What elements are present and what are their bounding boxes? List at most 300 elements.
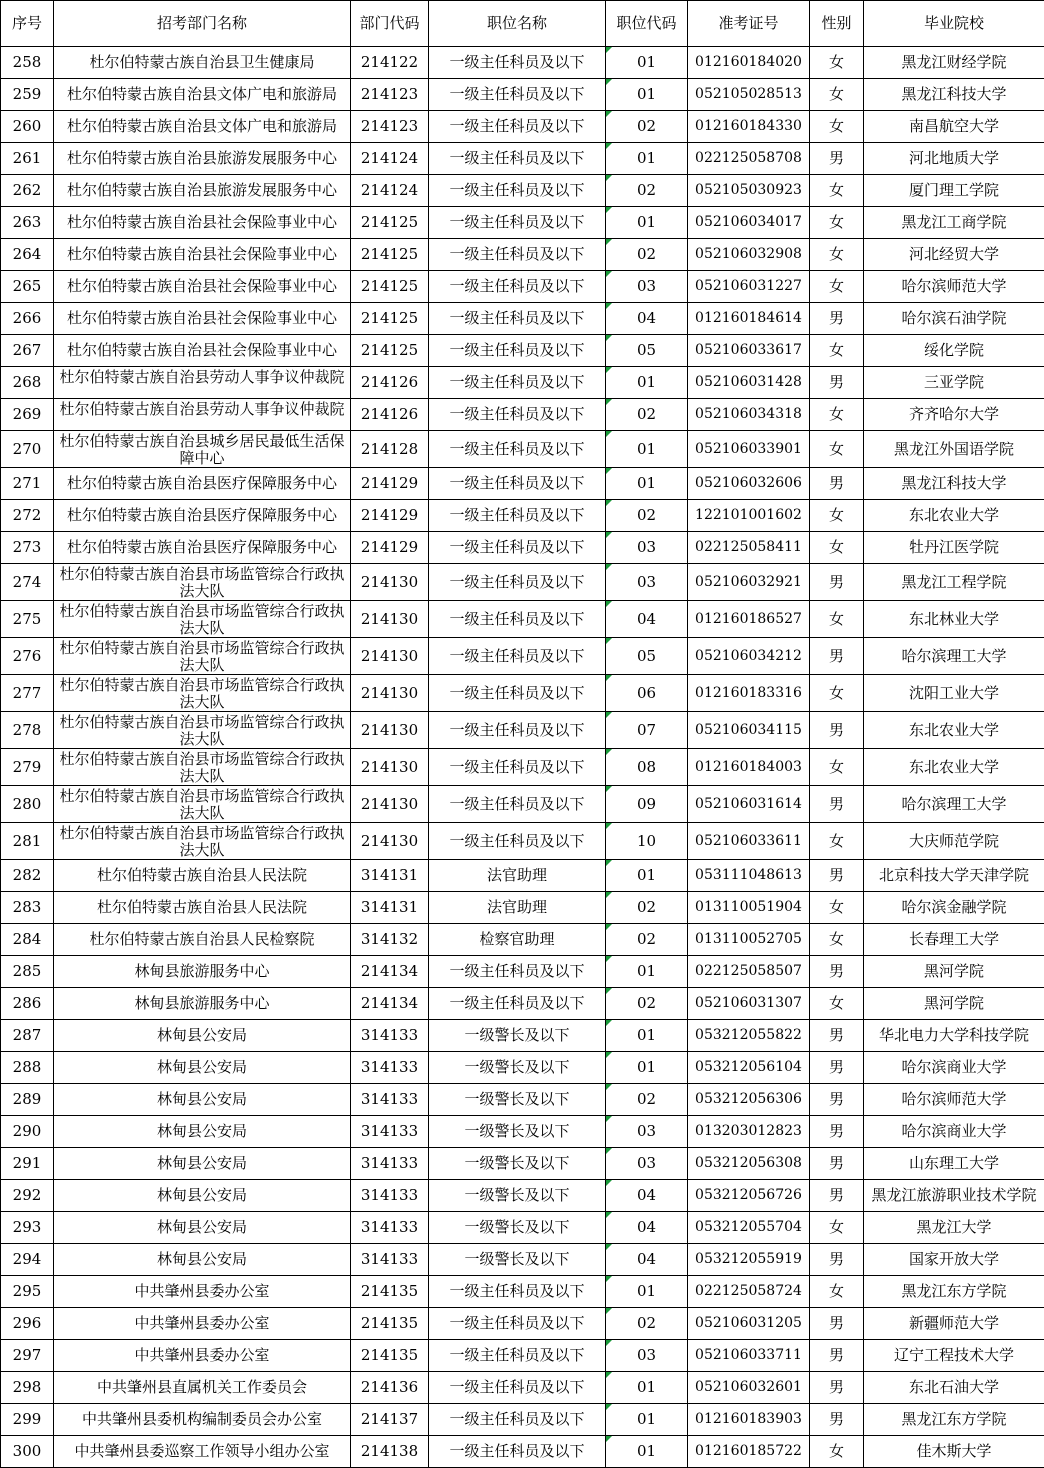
cell-dept-name: 林甸县公安局 (54, 1052, 351, 1084)
cell-exam-number: 013110051904 (688, 892, 810, 924)
cell-school: 黑龙江工程学院 (864, 564, 1044, 601)
cell-position-name: 一级警长及以下 (429, 1084, 606, 1116)
cell-school: 黑河学院 (864, 988, 1044, 1020)
cell-seq: 259 (1, 79, 54, 111)
cell-position-name: 一级主任科员及以下 (429, 532, 606, 564)
cell-position-code: 04 (606, 1244, 688, 1276)
cell-school: 黑河学院 (864, 956, 1044, 988)
cell-dept-code: 214125 (351, 303, 429, 335)
cell-exam-number: 022125058724 (688, 1276, 810, 1308)
cell-position-name: 一级主任科员及以下 (429, 335, 606, 367)
cell-school: 东北农业大学 (864, 749, 1044, 786)
cell-school: 黑龙江财经学院 (864, 47, 1044, 79)
cell-dept-name: 中共肇州县直属机关工作委员会 (54, 1372, 351, 1404)
cell-gender: 男 (810, 712, 864, 749)
cell-school: 新疆师范大学 (864, 1308, 1044, 1340)
cell-dept-code: 214124 (351, 143, 429, 175)
cell-school: 哈尔滨师范大学 (864, 1084, 1044, 1116)
cell-exam-number: 052105030923 (688, 175, 810, 207)
header-gender: 性别 (810, 1, 864, 47)
cell-position-code: 02 (606, 924, 688, 956)
cell-position-code: 03 (606, 532, 688, 564)
cell-position-name: 一级主任科员及以下 (429, 207, 606, 239)
header-dept-name: 招考部门名称 (54, 1, 351, 47)
cell-position-code: 04 (606, 601, 688, 638)
cell-school: 牡丹江医学院 (864, 532, 1044, 564)
cell-dept-code: 314133 (351, 1020, 429, 1052)
cell-seq: 276 (1, 638, 54, 675)
table-row (1, 239, 1044, 271)
cell-exam-number: 052106034115 (688, 712, 810, 749)
cell-gender: 男 (810, 860, 864, 892)
cell-position-code: 02 (606, 892, 688, 924)
cell-seq: 292 (1, 1180, 54, 1212)
cell-exam-number: 053212056104 (688, 1052, 810, 1084)
table-row (1, 1276, 1044, 1308)
cell-position-code: 02 (606, 239, 688, 271)
cell-school: 东北农业大学 (864, 500, 1044, 532)
cell-gender: 男 (810, 143, 864, 175)
cell-dept-name: 杜尔伯特蒙古族自治县旅游发展服务中心 (54, 143, 351, 175)
cell-position-code: 07 (606, 712, 688, 749)
cell-position-code: 02 (606, 399, 688, 431)
table-row (1, 111, 1044, 143)
cell-seq: 273 (1, 532, 54, 564)
table-row (1, 335, 1044, 367)
table-row (1, 1148, 1044, 1180)
cell-position-code: 02 (606, 1308, 688, 1340)
cell-seq: 277 (1, 675, 54, 712)
cell-exam-number: 022125058411 (688, 532, 810, 564)
cell-dept-code: 214137 (351, 1404, 429, 1436)
cell-position-name: 一级主任科员及以下 (429, 1372, 606, 1404)
cell-position-name: 一级主任科员及以下 (429, 712, 606, 749)
cell-position-code: 01 (606, 47, 688, 79)
cell-dept-code: 214123 (351, 79, 429, 111)
table-row (1, 1052, 1044, 1084)
cell-dept-code: 214126 (351, 367, 429, 399)
table-row (1, 823, 1044, 860)
cell-dept-name: 杜尔伯特蒙古族自治县劳动人事争议仲裁院 (54, 367, 351, 399)
cell-seq: 282 (1, 860, 54, 892)
cell-dept-code: 314131 (351, 892, 429, 924)
cell-dept-code: 314133 (351, 1116, 429, 1148)
cell-dept-name: 中共肇州县委办公室 (54, 1308, 351, 1340)
cell-dept-name: 杜尔伯特蒙古族自治县文体广电和旅游局 (54, 79, 351, 111)
cell-school: 哈尔滨理工大学 (864, 786, 1044, 823)
table-row (1, 1084, 1044, 1116)
cell-gender: 女 (810, 892, 864, 924)
cell-seq: 269 (1, 399, 54, 431)
cell-school: 佳木斯大学 (864, 1436, 1044, 1468)
cell-exam-number: 052106034017 (688, 207, 810, 239)
cell-seq: 286 (1, 988, 54, 1020)
cell-gender: 女 (810, 675, 864, 712)
cell-school: 东北林业大学 (864, 601, 1044, 638)
cell-dept-name: 林甸县公安局 (54, 1116, 351, 1148)
cell-position-name: 一级主任科员及以下 (429, 1340, 606, 1372)
cell-exam-number: 012160184614 (688, 303, 810, 335)
cell-gender: 男 (810, 1148, 864, 1180)
cell-position-name: 一级主任科员及以下 (429, 500, 606, 532)
cell-gender: 女 (810, 111, 864, 143)
cell-exam-number: 053111048613 (688, 860, 810, 892)
cell-dept-name: 杜尔伯特蒙古族自治县市场监管综合行政执法大队 (54, 564, 351, 601)
cell-position-name: 一级主任科员及以下 (429, 988, 606, 1020)
cell-gender: 男 (810, 1372, 864, 1404)
header-seq: 序号 (1, 1, 54, 47)
cell-seq: 265 (1, 271, 54, 303)
cell-dept-code: 214135 (351, 1276, 429, 1308)
cell-dept-code: 214135 (351, 1340, 429, 1372)
cell-dept-name: 杜尔伯特蒙古族自治县城乡居民最低生活保障中心 (54, 431, 351, 468)
cell-position-name: 一级主任科员及以下 (429, 271, 606, 303)
cell-dept-code: 314133 (351, 1180, 429, 1212)
table-row (1, 564, 1044, 601)
table-row (1, 1340, 1044, 1372)
cell-exam-number: 012160184330 (688, 111, 810, 143)
cell-position-name: 一级主任科员及以下 (429, 1404, 606, 1436)
cell-school: 山东理工大学 (864, 1148, 1044, 1180)
cell-dept-name: 林甸县公安局 (54, 1212, 351, 1244)
cell-dept-name: 杜尔伯特蒙古族自治县旅游发展服务中心 (54, 175, 351, 207)
header-school: 毕业院校 (864, 1, 1044, 47)
cell-gender: 男 (810, 1020, 864, 1052)
table-row (1, 956, 1044, 988)
cell-dept-code: 214135 (351, 1308, 429, 1340)
cell-position-name: 一级主任科员及以下 (429, 564, 606, 601)
cell-school: 东北农业大学 (864, 712, 1044, 749)
cell-exam-number: 052106032908 (688, 239, 810, 271)
cell-gender: 男 (810, 1116, 864, 1148)
cell-position-code: 01 (606, 1020, 688, 1052)
cell-school: 国家开放大学 (864, 1244, 1044, 1276)
cell-seq: 285 (1, 956, 54, 988)
cell-position-name: 一级警长及以下 (429, 1244, 606, 1276)
cell-dept-code: 214130 (351, 823, 429, 860)
cell-dept-name: 林甸县公安局 (54, 1148, 351, 1180)
cell-dept-name: 中共肇州县委办公室 (54, 1276, 351, 1308)
cell-position-name: 一级主任科员及以下 (429, 47, 606, 79)
table-row (1, 1180, 1044, 1212)
cell-dept-code: 214134 (351, 988, 429, 1020)
cell-dept-name: 杜尔伯特蒙古族自治县卫生健康局 (54, 47, 351, 79)
cell-exam-number: 052105028513 (688, 79, 810, 111)
header-position-code: 职位代码 (606, 1, 688, 47)
cell-position-code: 05 (606, 638, 688, 675)
cell-exam-number: 052106033611 (688, 823, 810, 860)
cell-seq: 295 (1, 1276, 54, 1308)
cell-gender: 男 (810, 1340, 864, 1372)
table-row (1, 79, 1044, 111)
table-row (1, 500, 1044, 532)
cell-gender: 女 (810, 988, 864, 1020)
cell-gender: 男 (810, 367, 864, 399)
cell-seq: 271 (1, 468, 54, 500)
cell-dept-name: 杜尔伯特蒙古族自治县社会保险事业中心 (54, 239, 351, 271)
cell-school: 黑龙江科技大学 (864, 468, 1044, 500)
cell-position-code: 02 (606, 500, 688, 532)
cell-position-name: 一级主任科员及以下 (429, 175, 606, 207)
cell-position-code: 05 (606, 335, 688, 367)
cell-position-code: 04 (606, 1180, 688, 1212)
cell-school: 大庆师范学院 (864, 823, 1044, 860)
cell-seq: 261 (1, 143, 54, 175)
cell-gender: 女 (810, 532, 864, 564)
cell-dept-code: 214136 (351, 1372, 429, 1404)
cell-position-code: 09 (606, 786, 688, 823)
cell-seq: 270 (1, 431, 54, 468)
table-row (1, 399, 1044, 431)
cell-position-name: 一级主任科员及以下 (429, 111, 606, 143)
cell-exam-number: 052106033901 (688, 431, 810, 468)
cell-dept-code: 214125 (351, 335, 429, 367)
cell-position-name: 法官助理 (429, 892, 606, 924)
table-row (1, 207, 1044, 239)
cell-exam-number: 052106031428 (688, 367, 810, 399)
cell-exam-number: 012160183903 (688, 1404, 810, 1436)
cell-position-name: 一级主任科员及以下 (429, 786, 606, 823)
table-row (1, 1020, 1044, 1052)
cell-dept-name: 杜尔伯特蒙古族自治县市场监管综合行政执法大队 (54, 823, 351, 860)
table-row (1, 303, 1044, 335)
cell-dept-code: 214130 (351, 712, 429, 749)
cell-gender: 男 (810, 564, 864, 601)
cell-dept-name: 杜尔伯特蒙古族自治县人民法院 (54, 892, 351, 924)
cell-dept-code: 214129 (351, 532, 429, 564)
cell-dept-code: 214134 (351, 956, 429, 988)
cell-dept-name: 杜尔伯特蒙古族自治县医疗保障服务中心 (54, 468, 351, 500)
cell-position-name: 一级主任科员及以下 (429, 601, 606, 638)
cell-school: 北京科技大学天津学院 (864, 860, 1044, 892)
table-row (1, 1308, 1044, 1340)
cell-exam-number: 052106032921 (688, 564, 810, 601)
cell-dept-name: 杜尔伯特蒙古族自治县市场监管综合行政执法大队 (54, 786, 351, 823)
cell-position-name: 一级主任科员及以下 (429, 79, 606, 111)
cell-gender: 男 (810, 468, 864, 500)
cell-position-code: 03 (606, 1148, 688, 1180)
cell-gender: 女 (810, 749, 864, 786)
cell-dept-code: 314133 (351, 1244, 429, 1276)
cell-school: 华北电力大学科技学院 (864, 1020, 1044, 1052)
cell-exam-number: 013203012823 (688, 1116, 810, 1148)
cell-dept-name: 杜尔伯特蒙古族自治县人民法院 (54, 860, 351, 892)
cell-dept-code: 314132 (351, 924, 429, 956)
cell-exam-number: 052106033617 (688, 335, 810, 367)
cell-position-code: 02 (606, 175, 688, 207)
cell-dept-code: 314133 (351, 1052, 429, 1084)
cell-dept-code: 314131 (351, 860, 429, 892)
cell-dept-code: 214130 (351, 786, 429, 823)
cell-dept-name: 林甸县旅游服务中心 (54, 988, 351, 1020)
cell-school: 黑龙江大学 (864, 1212, 1044, 1244)
cell-school: 三亚学院 (864, 367, 1044, 399)
cell-school: 黑龙江外国语学院 (864, 431, 1044, 468)
header-exam-number: 准考证号 (688, 1, 810, 47)
cell-gender: 女 (810, 1436, 864, 1468)
cell-position-code: 03 (606, 271, 688, 303)
cell-gender: 男 (810, 303, 864, 335)
cell-gender: 女 (810, 500, 864, 532)
cell-position-code: 01 (606, 431, 688, 468)
cell-gender: 男 (810, 1180, 864, 1212)
cell-exam-number: 053212056726 (688, 1180, 810, 1212)
cell-dept-name: 中共肇州县委办公室 (54, 1340, 351, 1372)
cell-exam-number: 122101001602 (688, 500, 810, 532)
cell-dept-name: 杜尔伯特蒙古族自治县市场监管综合行政执法大队 (54, 638, 351, 675)
cell-position-code: 02 (606, 988, 688, 1020)
table-row (1, 860, 1044, 892)
table-row (1, 1404, 1044, 1436)
cell-seq: 275 (1, 601, 54, 638)
cell-position-name: 一级主任科员及以下 (429, 468, 606, 500)
cell-gender: 女 (810, 175, 864, 207)
cell-dept-name: 杜尔伯特蒙古族自治县劳动人事争议仲裁院 (54, 399, 351, 431)
table-row (1, 1116, 1044, 1148)
cell-school: 河北经贸大学 (864, 239, 1044, 271)
table-row (1, 1244, 1044, 1276)
cell-seq: 299 (1, 1404, 54, 1436)
cell-gender: 女 (810, 823, 864, 860)
cell-dept-name: 林甸县旅游服务中心 (54, 956, 351, 988)
cell-position-name: 一级主任科员及以下 (429, 1308, 606, 1340)
cell-dept-code: 314133 (351, 1212, 429, 1244)
cell-position-code: 01 (606, 1436, 688, 1468)
cell-exam-number: 053212056306 (688, 1084, 810, 1116)
cell-gender: 女 (810, 399, 864, 431)
cell-dept-name: 中共肇州县委巡察工作领导小组办公室 (54, 1436, 351, 1468)
cell-position-code: 04 (606, 1212, 688, 1244)
cell-exam-number: 012160184020 (688, 47, 810, 79)
cell-position-code: 02 (606, 111, 688, 143)
cell-position-name: 一级主任科员及以下 (429, 303, 606, 335)
cell-seq: 297 (1, 1340, 54, 1372)
cell-position-name: 法官助理 (429, 860, 606, 892)
cell-position-code: 01 (606, 207, 688, 239)
cell-position-code: 01 (606, 367, 688, 399)
cell-school: 南昌航空大学 (864, 111, 1044, 143)
cell-exam-number: 052106032601 (688, 1372, 810, 1404)
cell-position-code: 04 (606, 303, 688, 335)
cell-dept-code: 214125 (351, 271, 429, 303)
cell-school: 黑龙江科技大学 (864, 79, 1044, 111)
cell-position-code: 01 (606, 1052, 688, 1084)
cell-exam-number: 053212055822 (688, 1020, 810, 1052)
cell-position-name: 一级主任科员及以下 (429, 956, 606, 988)
cell-school: 沈阳工业大学 (864, 675, 1044, 712)
cell-school: 哈尔滨师范大学 (864, 271, 1044, 303)
cell-seq: 274 (1, 564, 54, 601)
cell-dept-code: 214123 (351, 111, 429, 143)
cell-dept-code: 314133 (351, 1084, 429, 1116)
cell-school: 黑龙江东方学院 (864, 1404, 1044, 1436)
table-row (1, 601, 1044, 638)
cell-dept-code: 314133 (351, 1148, 429, 1180)
cell-gender: 女 (810, 924, 864, 956)
table-row (1, 468, 1044, 500)
cell-dept-code: 214128 (351, 431, 429, 468)
table-row (1, 1436, 1044, 1468)
cell-position-name: 一级警长及以下 (429, 1212, 606, 1244)
cell-exam-number: 052106031307 (688, 988, 810, 1020)
table-row (1, 175, 1044, 207)
cell-dept-code: 214124 (351, 175, 429, 207)
cell-dept-name: 林甸县公安局 (54, 1084, 351, 1116)
cell-seq: 266 (1, 303, 54, 335)
cell-gender: 女 (810, 207, 864, 239)
cell-position-code: 10 (606, 823, 688, 860)
table-row (1, 749, 1044, 786)
table-row (1, 271, 1044, 303)
cell-seq: 264 (1, 239, 54, 271)
cell-school: 哈尔滨石油学院 (864, 303, 1044, 335)
cell-seq: 260 (1, 111, 54, 143)
cell-seq: 284 (1, 924, 54, 956)
cell-gender: 男 (810, 1244, 864, 1276)
cell-position-code: 01 (606, 956, 688, 988)
cell-dept-name: 杜尔伯特蒙古族自治县市场监管综合行政执法大队 (54, 712, 351, 749)
cell-position-code: 02 (606, 1084, 688, 1116)
table-row (1, 47, 1044, 79)
cell-position-code: 06 (606, 675, 688, 712)
cell-dept-name: 林甸县公安局 (54, 1020, 351, 1052)
cell-exam-number: 052106032606 (688, 468, 810, 500)
cell-dept-code: 214125 (351, 207, 429, 239)
cell-school: 黑龙江东方学院 (864, 1276, 1044, 1308)
header-row (1, 1, 1044, 47)
cell-seq: 267 (1, 335, 54, 367)
cell-position-name: 一级主任科员及以下 (429, 1276, 606, 1308)
cell-seq: 263 (1, 207, 54, 239)
cell-dept-name: 杜尔伯特蒙古族自治县医疗保障服务中心 (54, 500, 351, 532)
table-row (1, 786, 1044, 823)
cell-dept-name: 林甸县公安局 (54, 1180, 351, 1212)
cell-dept-name: 杜尔伯特蒙古族自治县文体广电和旅游局 (54, 111, 351, 143)
cell-dept-code: 214130 (351, 749, 429, 786)
table-row (1, 431, 1044, 468)
cell-exam-number: 052106034212 (688, 638, 810, 675)
cell-gender: 男 (810, 638, 864, 675)
cell-position-code: 08 (606, 749, 688, 786)
cell-seq: 293 (1, 1212, 54, 1244)
cell-position-code: 03 (606, 1116, 688, 1148)
cell-position-code: 03 (606, 1340, 688, 1372)
cell-position-name: 一级主任科员及以下 (429, 1436, 606, 1468)
cell-gender: 女 (810, 431, 864, 468)
cell-gender: 女 (810, 601, 864, 638)
cell-position-name: 一级主任科员及以下 (429, 749, 606, 786)
cell-school: 哈尔滨理工大学 (864, 638, 1044, 675)
cell-position-name: 一级警长及以下 (429, 1020, 606, 1052)
cell-school: 河北地质大学 (864, 143, 1044, 175)
cell-school: 厦门理工学院 (864, 175, 1044, 207)
cell-dept-name: 杜尔伯特蒙古族自治县社会保险事业中心 (54, 303, 351, 335)
cell-gender: 男 (810, 786, 864, 823)
cell-dept-code: 214129 (351, 468, 429, 500)
cell-exam-number: 013110052705 (688, 924, 810, 956)
cell-dept-name: 杜尔伯特蒙古族自治县医疗保障服务中心 (54, 532, 351, 564)
table-row (1, 1372, 1044, 1404)
cell-gender: 男 (810, 1084, 864, 1116)
cell-dept-code: 214138 (351, 1436, 429, 1468)
cell-gender: 男 (810, 1308, 864, 1340)
cell-gender: 女 (810, 1276, 864, 1308)
cell-seq: 294 (1, 1244, 54, 1276)
cell-seq: 278 (1, 712, 54, 749)
cell-school: 哈尔滨金融学院 (864, 892, 1044, 924)
cell-position-code: 01 (606, 1372, 688, 1404)
cell-position-code: 01 (606, 1276, 688, 1308)
